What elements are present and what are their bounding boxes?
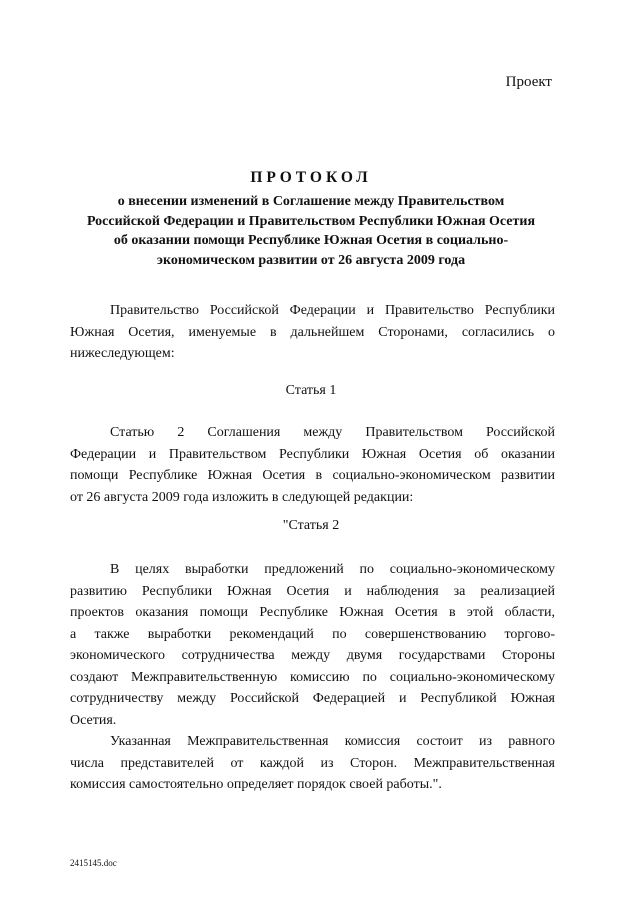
- article-1-heading: Статья 1: [285, 383, 337, 398]
- subtitle-line: об оказании помощи Республике Южная Осетия в социально-: [113, 233, 509, 248]
- paragraph-line: Статью 2 Соглашения между Правительством Российской: [110, 425, 555, 440]
- paragraph-line: числа представителей от каждой из Сторон. Межправительственная: [70, 755, 555, 771]
- paragraph-line: а также выработки рекомендаций по совершенствованию торгово-: [70, 626, 555, 642]
- paragraph-line: Федерации и Правительством Республики Южная Осетия об оказании: [70, 446, 555, 462]
- intro-paragraph: [70, 300, 555, 365]
- paragraph-line: Указанная Межправительственная комиссия состоит из равного: [110, 734, 555, 749]
- paragraph-line: Осетия.: [70, 712, 117, 728]
- paragraph-line: комиссия самостоятельно определяет порядок своей работы.".: [70, 777, 442, 792]
- draft-label: Проект: [505, 74, 552, 90]
- paragraph-line: экономического сотрудничества между двумя государствами Стороны: [70, 648, 555, 663]
- article-2-paragraph-1: [70, 559, 555, 731]
- subtitle-line: о внесении изменений в Соглашение между Правительством: [117, 194, 505, 209]
- subtitle-line: Российской Федерации и Правительством Республики Южная Осетия: [86, 213, 536, 229]
- paragraph-line: нижеследующем:: [70, 346, 175, 361]
- paragraph-line: сотрудничеству между Российской Федерацией и Республикой Южная: [70, 691, 555, 706]
- document-subtitle: [66, 192, 556, 270]
- paragraph-line: создают Межправительственную комиссию по социально-экономическому: [70, 669, 555, 685]
- paragraph-line: помощи Республике Южная Осетия в социально-экономическом развитии: [70, 468, 555, 483]
- article-2-heading: "Статья 2: [282, 518, 340, 533]
- paragraph-line: от 26 августа 2009 года изложить в следующей редакции:: [70, 489, 414, 505]
- document-title: ПРОТОКОЛ: [250, 169, 372, 186]
- file-reference: 2415145.doc: [70, 858, 117, 868]
- paragraph-line: В целях выработки предложений по социально-экономическому: [110, 562, 555, 577]
- paragraph-line: Правительство Российской Федерации и Правительство Республики: [110, 303, 555, 318]
- subtitle-line: экономическом развитии от 26 августа 2009 года: [156, 252, 466, 268]
- article-1-paragraph: [70, 422, 555, 508]
- paragraph-line: развитию Республики Южная Осетия и наблюдения за реализацией: [70, 583, 555, 599]
- article-2-paragraph-2: [70, 731, 555, 796]
- paragraph-line: Южная Осетия, именуемые в дальнейшем Сторонами, согласились о: [70, 324, 555, 340]
- paragraph-line: проектов оказания помощи Республике Южная Осетия в этой области,: [70, 605, 555, 620]
